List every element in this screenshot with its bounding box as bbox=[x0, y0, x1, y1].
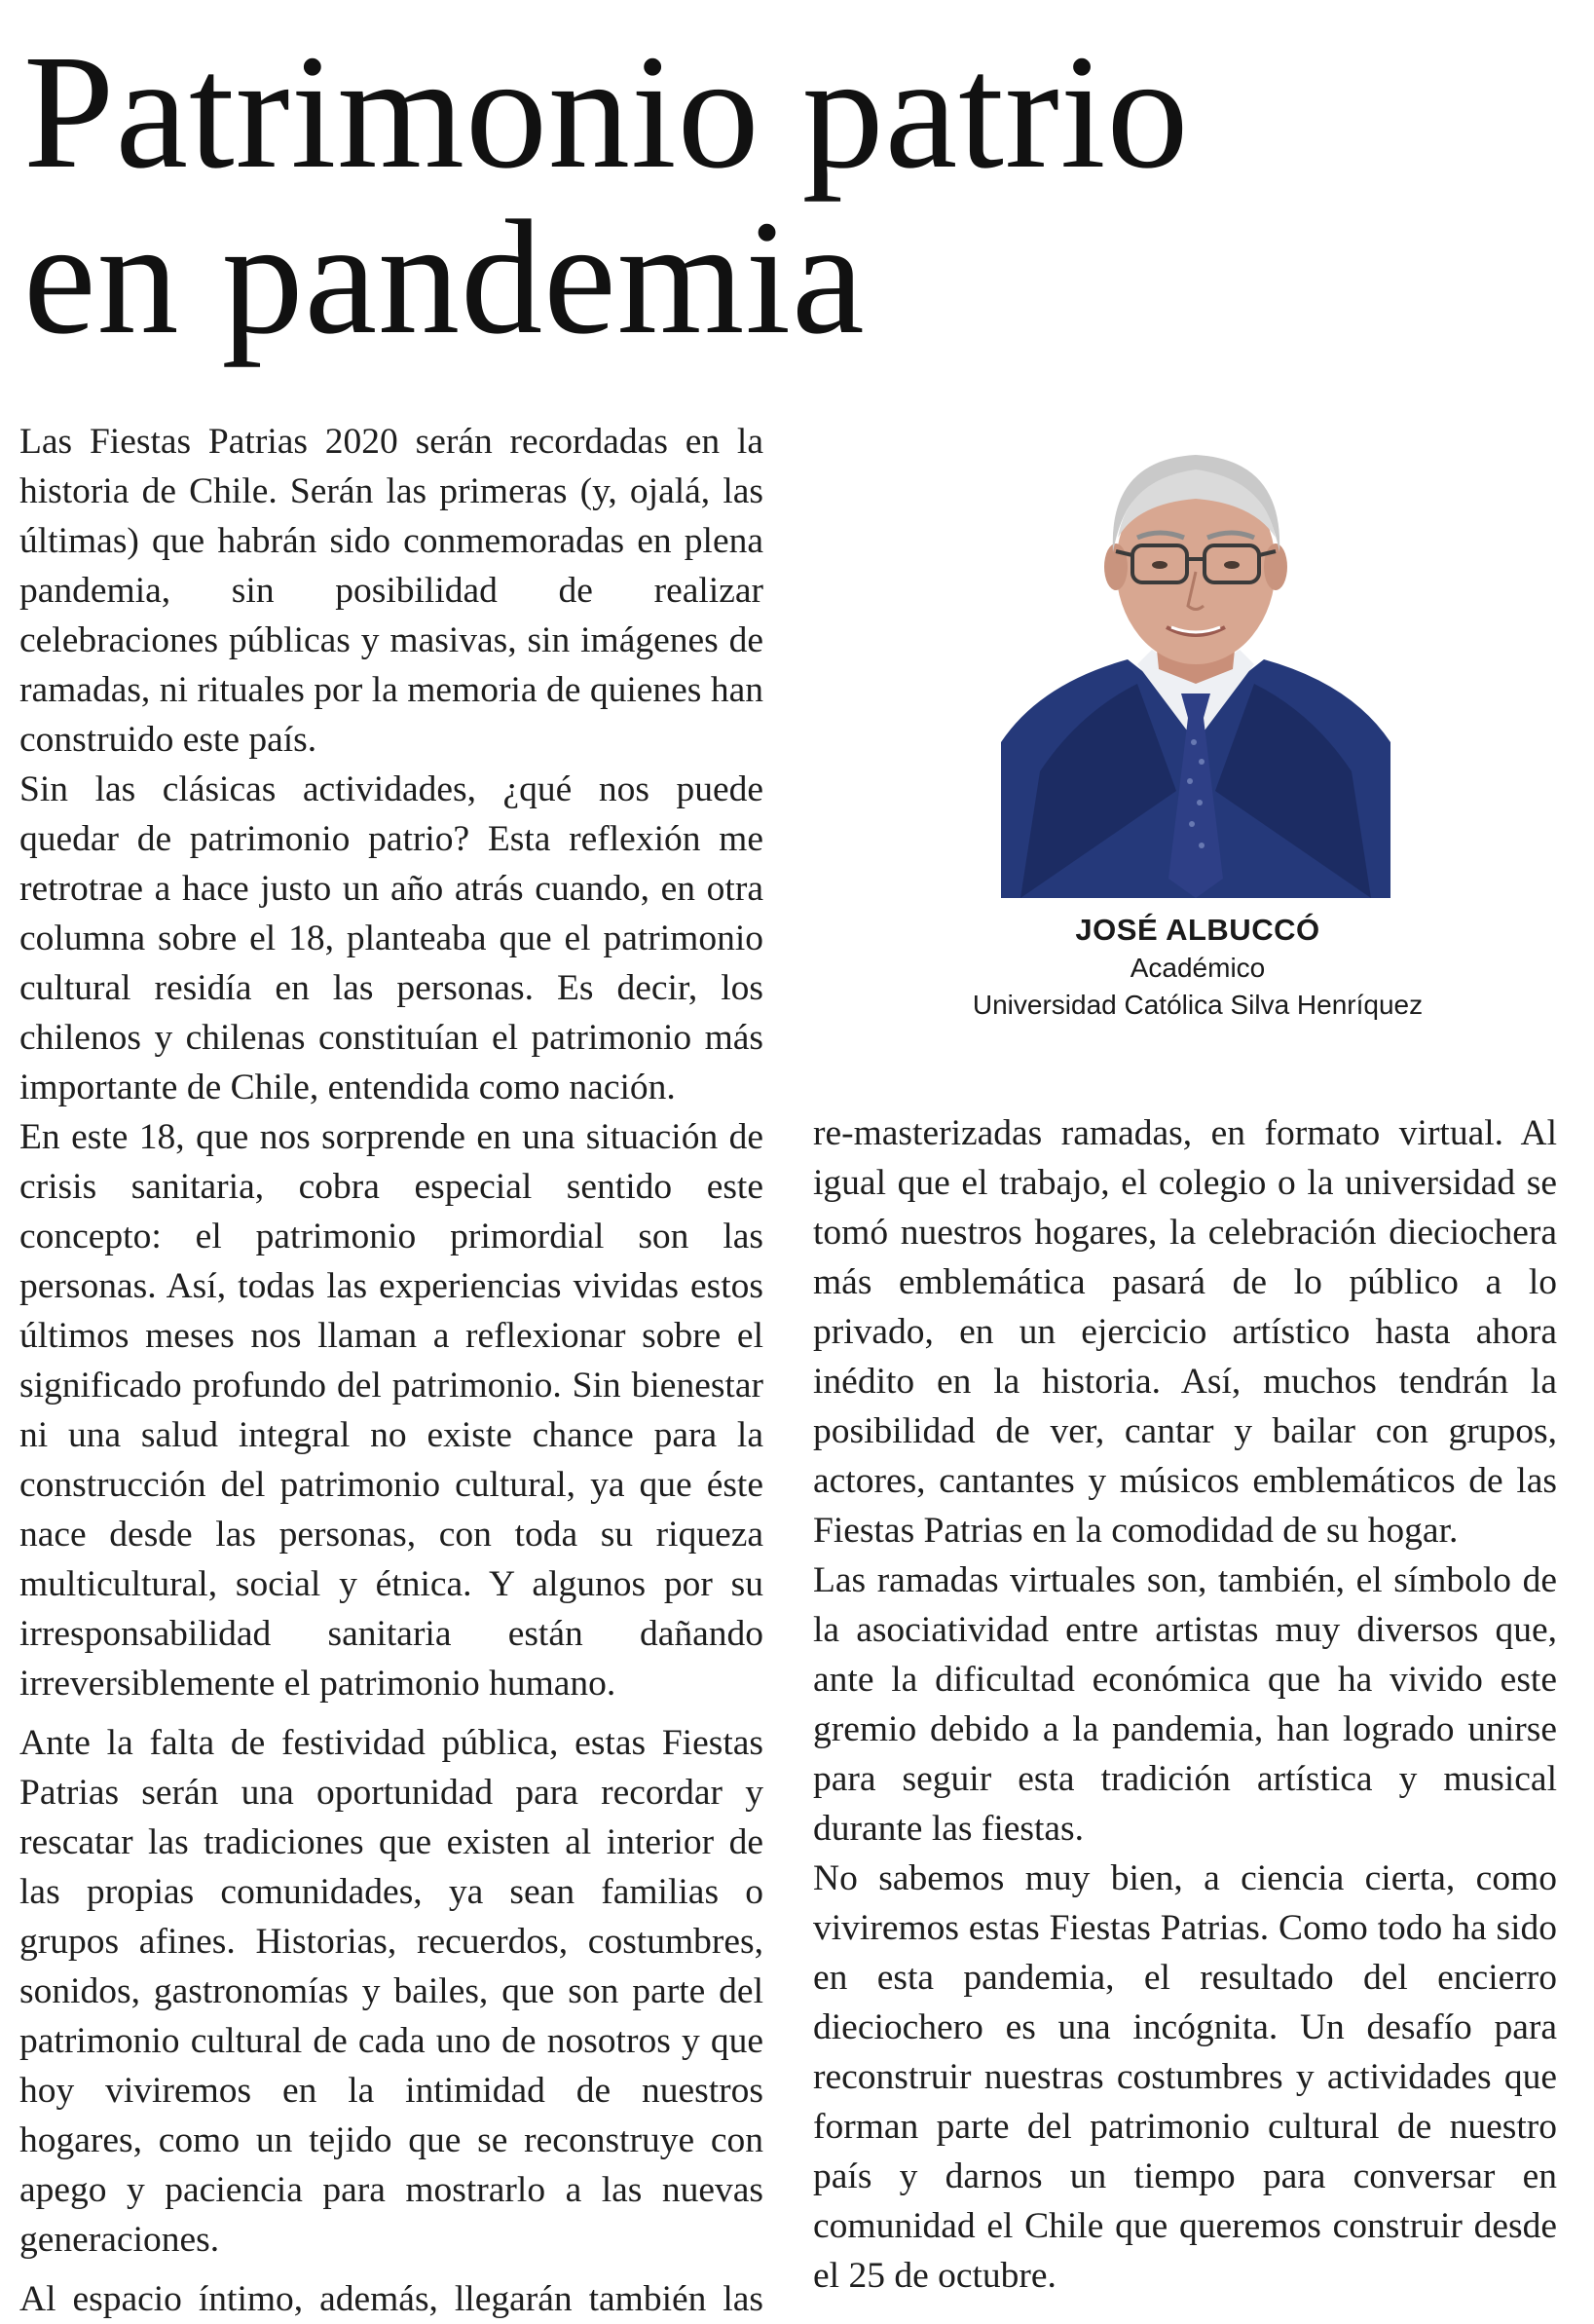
author-institution: Universidad Católica Silva Henríquez bbox=[972, 990, 1424, 1020]
author-name: JOSÉ ALBUCCÓ bbox=[1075, 913, 1320, 947]
article-paragraph: Sin las clásicas actividades, ¿qué nos puede quedar de patrimonio patrio? Esta reflexión me retrotrae a hace justo un año atrás cuando, en otra columna sobre el 18, planteaba que el patrimonio cultural residía en las personas. Es decir, los chilenos y chilenas constituían el patrimonio más importante de Chile, entendida como nación. bbox=[19, 769, 763, 1107]
headline-line-1: Patrimonio patrio bbox=[23, 21, 1190, 203]
article-column-right bbox=[813, 1108, 1557, 2301]
author-photo bbox=[1001, 421, 1390, 898]
author-portrait-image bbox=[1001, 421, 1390, 898]
article-paragraph: re-masterizadas ramadas, en formato virtual. Al igual que el trabajo, el colegio o la universidad se tomó nuestros hogares, la celebración dieciochera más emblemática pasará de lo público a lo privado, en un ejercicio artístico hasta ahora inédito en la historia. Así, muchos tendrán la posibilidad de ver, cantar y bailar con grupos, actores, cantantes y músicos emblemáticos de las Fiestas Patrias en la comodidad de su hogar. bbox=[813, 1113, 1557, 1551]
article-paragraph: Ante la falta de festividad pública, estas Fiestas Patrias serán una oportunidad para recordar y rescatar las tradiciones que existen al interior de las propias comunidades, ya sean familias o grupos afines. Historias, recuerdos, costumbres, sonidos, gastronomías y bailes, que son parte del patrimonio cultural de cada uno de nosotros y que hoy viviremos en la intimidad de nuestros hogares, como un tejido que se reconstruye con apego y paciencia para mostrarlo a las nuevas generaciones. bbox=[19, 1723, 763, 2260]
article-column-left bbox=[19, 417, 763, 2324]
article-paragraph: Al espacio íntimo, además, llegarán también las bbox=[19, 2279, 763, 2319]
article-paragraph: En este 18, que nos sorprende en una situación de crisis sanitaria, cobra especial sentido este concepto: el patrimonio primordial son las personas. Así, todas las experiencias vividas estos últimos meses nos llaman a reflexionar sobre el significado profundo del patrimonio. Sin bienestar ni una salud integral no existe chance para la construcción del patrimonio cultural, ya que éste nace desde las personas, con toda su riqueza multicultural, social y étnica. Y algunos por su irresponsabilidad sanitaria están dañando irreversiblemente el patrimonio humano. bbox=[19, 1117, 763, 1704]
article-paragraph: No sabemos muy bien, a ciencia cierta, como viviremos estas Fiestas Patrias. Como todo ha sido en esta pandemia, el resultado del encierro dieciochero es una incógnita. Un desafío para reconstruir nuestras costumbres y actividades que forman parte del patrimonio cultural de nuestro país y darnos un tiempo para conversar en comunidad el Chile que queremos construir desde el 25 de octubre. bbox=[813, 1858, 1557, 2296]
article-paragraph: Las Fiestas Patrias 2020 serán recordadas en la historia de Chile. Serán las primeras (y, ojalá, las últimas) que habrán sido conmemoradas en plena pandemia, sin posibilidad de realizar celebraciones públicas y masivas, sin imágenes de ramadas, ni rituales por la memoria de quienes han construido este país. bbox=[19, 422, 763, 760]
article-paragraph: Las ramadas virtuales son, también, el símbolo de la asociatividad entre artistas muy diversos que, ante la dificultad económica que ha vivido este gremio debido a la pandemia, han logrado unirse para seguir esta tradición artística y musical durante las fiestas. bbox=[813, 1560, 1557, 1849]
author-role: Académico bbox=[1130, 953, 1266, 983]
headline-line-2: en pandemia bbox=[23, 187, 866, 368]
author-credit bbox=[935, 911, 1461, 1024]
headline bbox=[23, 21, 1542, 368]
